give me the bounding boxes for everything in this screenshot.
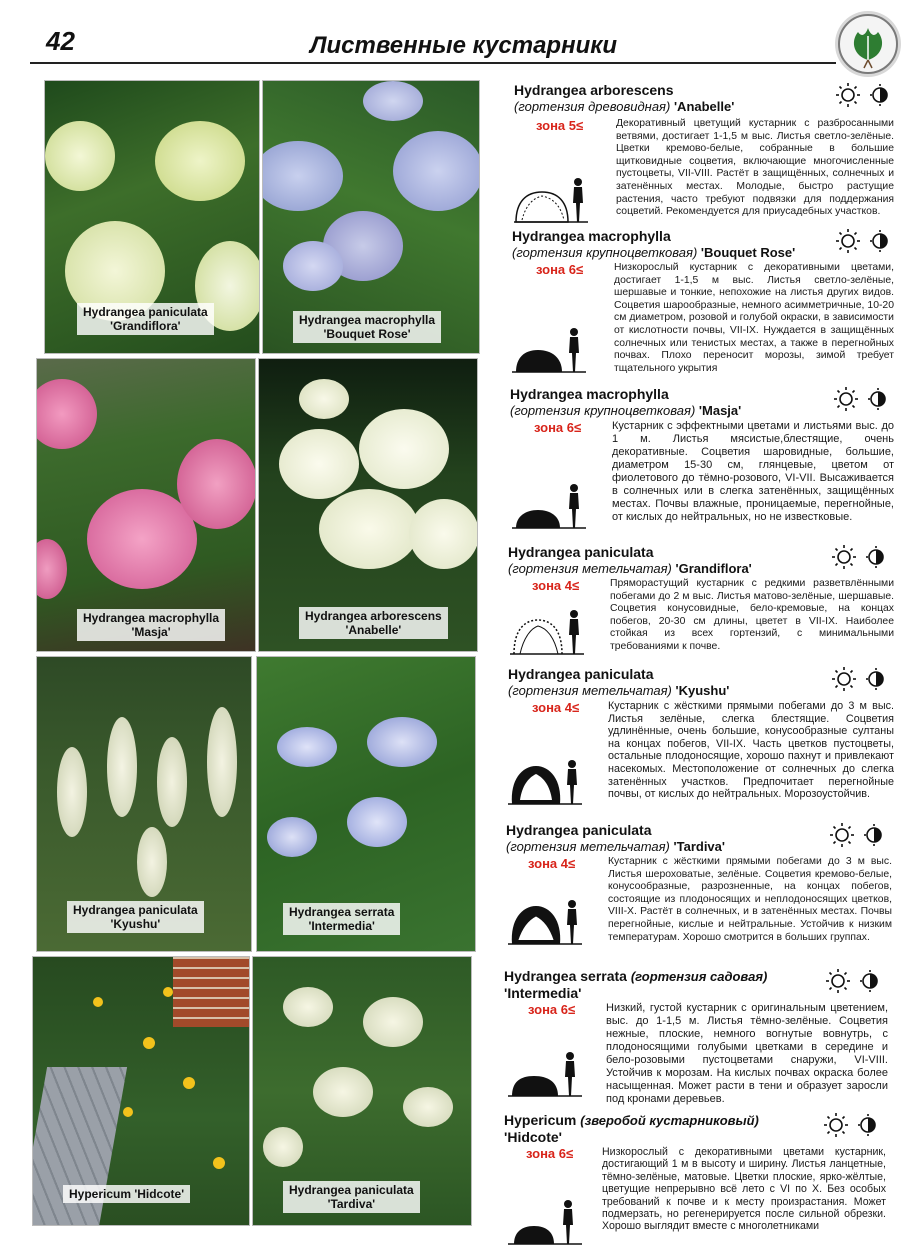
plant-description: Кустарник с жёсткими прямыми побегами до 3 м выс. Листья зелёные, слегка блестящие. Соцветия удлинённые, очень большие, конусообразные султаны на концах побегов, VII-IX. Часть цветков пустоцветы, остальные плодоносящие, хорошо пахнут и привлекают насекомых. Местоположение от солнечных до слегка затенённых участков. Предпочитает перегнойные почвы, от кислых до нейтральных. Морозоустойчив.: [608, 700, 894, 801]
light-requirement-icons: [828, 822, 888, 848]
photo-caption: Hydrangea paniculata 'Kyushu': [67, 901, 204, 933]
plant-description: Кустарник с жёсткими прямыми побегами до 3 м выс. Листья шероховатые, зелёные. Соцветия кремово-белые, конусообразные, разрозненные, на концах побегов, состоящие из плодоносящих и неплодоносящих цветков, VIII-X. Растёт в солнечных, и в затенённых местах. Почвы перегнойные, кислые и нейтральные. Устойчив к низким температурам. Хорошо смотрится в больших группах.: [608, 856, 892, 943]
light-requirement-icons: [832, 386, 892, 412]
plant-entry: [504, 82, 894, 222]
cultivar-name: 'Intermedia': [504, 985, 582, 1001]
person-silhouette-icon: [567, 760, 577, 804]
light-requirement-icons: [834, 228, 894, 254]
photo-hydrangea-paniculata-tardiva: [252, 956, 472, 1226]
person-silhouette-icon: [565, 1052, 575, 1096]
plant-description: Декоративный цветущий кустарник с разбросанными ветвями, достигает 1-1,5 м выс. Листья светло-зелёные. Цветки кремово-белые, собранные в большие щитковидные соцветия, включающие многочисленные пустоцветы, VII-VIII. Растёт в защищённых, солнечных и затенённых местах. Молодые, быстро растущие растения, часто требуют подвязки для поддержания соцветий. Рекомендуется для приусадебных участков.: [616, 118, 894, 218]
photo-caption: Hydrangea paniculata 'Grandiflora': [77, 303, 214, 335]
latin-name: Hypericum: [504, 1112, 577, 1128]
plant-entry: [504, 386, 894, 536]
latin-name: Hydrangea paniculata: [508, 544, 654, 560]
plant-description: Низкорослый с декоративными цветами кустарник, достигающий 1 м в высоту и ширину. Листья ланцетные, тёмно-зелёные, матовые. Цветки плоские, ярко-жёлтые, цветущие непрерывно всё лето с VI по X. Без особых требований к почве и к месту произрастания. Может подмерзать, но регенерируется после сильной обрезки. Хорошо выглядит вместе с многолетниками: [602, 1146, 886, 1233]
cultivar-name: 'Anabelle': [673, 99, 735, 114]
hardiness-zone: зона 6≤: [534, 420, 582, 435]
cultivar-name: 'Kyushu': [675, 683, 730, 698]
shrub-silhouette-icon: [514, 174, 588, 224]
shrub-silhouette-icon: [512, 480, 586, 530]
photo-hypericum-hidcote: [32, 956, 250, 1226]
photo-hydrangea-paniculata-kyushu: [36, 656, 252, 952]
russian-name: (зверобой кустарниковый): [580, 1113, 759, 1128]
page-number: 42: [46, 26, 75, 56]
light-requirement-icons: [822, 1112, 882, 1138]
half-shade-icon: [858, 1114, 875, 1136]
latin-name: Hydrangea macrophylla: [512, 228, 671, 244]
hardiness-zone: зона 4≤: [532, 578, 580, 593]
person-silhouette-icon: [569, 328, 579, 372]
half-shade-icon: [866, 546, 883, 568]
latin-name: Hydrangea arborescens: [514, 82, 674, 98]
cultivar-name: 'Bouquet Rose': [700, 245, 796, 260]
shrub-silhouette-icon: [508, 896, 582, 946]
person-silhouette-icon: [573, 178, 583, 222]
russian-name: (гортензия древовидная): [514, 99, 671, 114]
person-silhouette-icon: [569, 484, 579, 528]
latin-name: Hydrangea paniculata: [506, 822, 652, 838]
header-divider: [30, 62, 836, 64]
page-title: Лиственные кустарники: [310, 32, 618, 59]
plant-entry: [504, 544, 894, 659]
photo-hydrangea-macrophylla-bouquet-rose: [262, 80, 480, 354]
half-shade-icon: [860, 970, 877, 992]
sun-icon: [830, 823, 854, 847]
russian-name: (гортензия крупноцветковая): [510, 403, 696, 418]
person-silhouette-icon: [569, 610, 579, 654]
photo-caption: Hypericum 'Hidcote': [63, 1185, 190, 1203]
photo-caption: Hydrangea serrata 'Intermedia': [283, 903, 400, 935]
shrub-silhouette-icon: [508, 1196, 582, 1246]
latin-name: Hydrangea paniculata: [508, 666, 654, 682]
half-shade-icon: [864, 824, 881, 846]
cultivar-name: 'Grandiflora': [675, 561, 752, 576]
shrub-silhouette-icon: [508, 756, 582, 806]
cultivar-name: 'Tardiva': [673, 839, 725, 854]
sun-icon: [836, 83, 860, 107]
sun-icon: [834, 387, 858, 411]
photo-hydrangea-serrata-intermedia: [256, 656, 476, 952]
sun-icon: [832, 667, 856, 691]
plant-entry: [504, 822, 894, 962]
russian-name: (гортензия садовая): [630, 969, 768, 984]
leaf-logo-icon: [838, 14, 898, 74]
shrub-silhouette-icon: [508, 1048, 582, 1098]
cultivar-name: 'Hidcote': [504, 1129, 562, 1145]
russian-name: (гортензия крупноцветковая): [512, 245, 698, 260]
light-requirement-icons: [824, 968, 884, 994]
sun-icon: [826, 969, 850, 993]
light-requirement-icons: [830, 666, 890, 692]
half-shade-icon: [870, 84, 887, 106]
russian-name: (гортензия метельчатая): [508, 683, 672, 698]
hardiness-zone: зона 6≤: [536, 262, 584, 277]
plant-entry: [504, 666, 894, 812]
person-silhouette-icon: [563, 1200, 573, 1244]
sun-icon: [824, 1113, 848, 1137]
plant-entry: [504, 968, 894, 1108]
photo-caption: Hydrangea macrophylla 'Masja': [77, 609, 225, 641]
photo-caption: Hydrangea macrophylla 'Bouquet Rose': [293, 311, 441, 343]
hardiness-zone: зона 6≤: [526, 1146, 574, 1161]
latin-name: Hydrangea serrata: [504, 968, 627, 984]
plant-description: Низкий, густой кустарник с оригинальным цветением, выс. до 1-1,5 м. Листья тёмно-зелёные. Соцветия нежные, плоские, немного вогнутые вовнутрь, с плодоносящими голубыми цветками в середине и бело-розовыми пустоцветами снаружи, VI-VIII. Устойчив к морозам. На кислых почвах окраска более насыщенная. Может расти в тени и образует заросли под кронами деревьев.: [606, 1002, 888, 1105]
hardiness-zone: зона 5≤: [536, 118, 584, 133]
russian-name: (гортензия метельчатая): [506, 839, 670, 854]
light-requirement-icons: [830, 544, 890, 570]
photo-caption: Hydrangea arborescens 'Anabelle': [299, 607, 448, 639]
sun-icon: [832, 545, 856, 569]
plant-entry: [504, 228, 894, 378]
shrub-silhouette-icon: [510, 606, 584, 656]
shrub-silhouette-icon: [512, 324, 586, 374]
russian-name: (гортензия метельчатая): [508, 561, 672, 576]
cultivar-name: 'Masja': [698, 403, 742, 418]
plant-description: Низкорослый кустарник с декоративными цветами, достигает 1-1,5 м выс. Листья светло-зелёные, шершавые и тонкие, непохожие на листья других видов. Соцветия шарообразные, немного асимметричные, 10-20 см диаметром, розовой и голубой окраски, в зависимости от кислотности почвы, VII-IX. Нуждается в защищённых солнечных или тенистых местах, а также в перегнойных почвах. Плохо переносит морозы, зимой требует тщательного укрытия: [614, 262, 894, 374]
photo-caption: Hydrangea paniculata 'Tardiva': [283, 1181, 420, 1213]
sun-icon: [836, 229, 860, 253]
light-requirement-icons: [834, 82, 894, 108]
hardiness-zone: зона 4≤: [532, 700, 580, 715]
plant-description: Пряморастущий кустарник с редкими разветвлёнными побегами до 2 м выс. Листья матово-зелёные, шершавые. Соцветия конусовидные, бело-кремовые, на концах побегов, 20-30 см длины, цветет в VII-IX. Наиболее стойкая из всех гортензий, с минимальными требованиями к почве.: [610, 578, 894, 652]
hardiness-zone: зона 6≤: [528, 1002, 576, 1017]
photo-hydrangea-paniculata-grandiflora: [44, 80, 260, 354]
plant-description: Кустарник с эффектными цветами и листьями выс. до 1 м. Листья мясистые,блестящие, очень декоративные. Соцветия шаровидные, большие, диаметром 15-30 см, глянцевые, цветом от фиолетового до тёмно-розового, VI-VII. Высаживается в солнечных или в слегка затенённых, защищённых местах. Почвы влажные, проницаемые, перегнойные, от кислых до нейтральных, но не известковые.: [612, 420, 894, 523]
photo-hydrangea-arborescens-anabelle: [258, 358, 478, 652]
half-shade-icon: [870, 230, 887, 252]
plant-entry: [504, 1112, 894, 1250]
half-shade-icon: [866, 668, 883, 690]
hardiness-zone: зона 4≤: [528, 856, 576, 871]
latin-name: Hydrangea macrophylla: [510, 386, 669, 402]
photo-hydrangea-macrophylla-masja: [36, 358, 256, 652]
half-shade-icon: [868, 388, 885, 410]
person-silhouette-icon: [567, 900, 577, 944]
